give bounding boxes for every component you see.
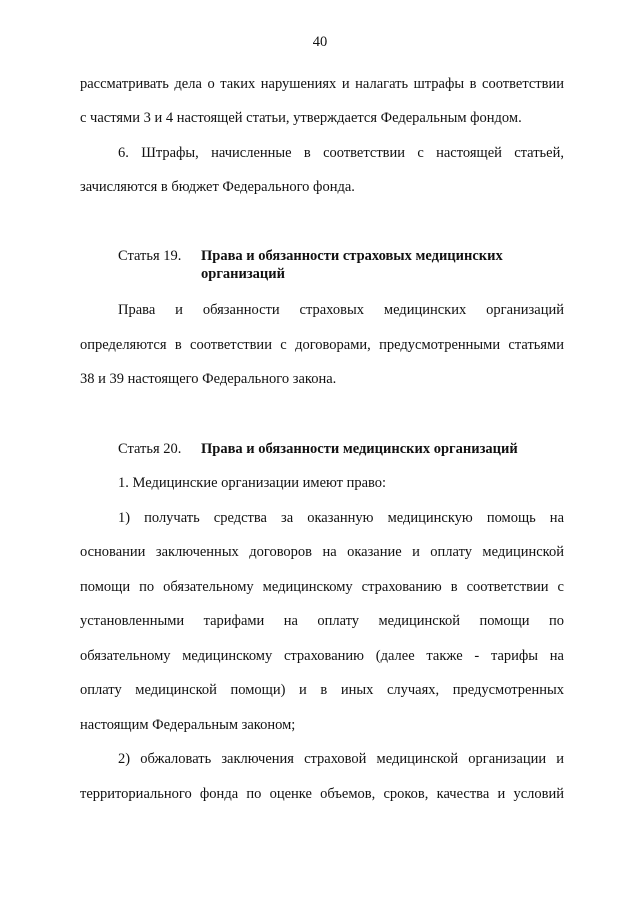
text-line: установленными тарифами на оплату медицинской помощи по <box>80 613 564 629</box>
text-line: настоящим Федеральным законом; <box>80 717 296 733</box>
article-number: Статья 19. <box>118 248 182 264</box>
text-line: 1) получать средства за оказанную медицинскую помощь на <box>118 510 564 526</box>
text-line: 2) обжаловать заключения страховой медицинской организации и <box>118 751 564 767</box>
text-line: с частями 3 и 4 настоящей статьи, утверждается Федеральным фондом. <box>80 110 522 126</box>
text-line: рассматривать дела о таких нарушениях и налагать штрафы в соответствии <box>80 76 564 92</box>
text-line: обязательному медицинскому страхованию (далее также - тарифы на <box>80 648 564 664</box>
text-line: основании заключенных договоров на оказание и оплату медицинской <box>80 544 564 560</box>
article-title: Права и обязанности страховых медицинских организаций <box>201 248 503 282</box>
text-line: Права и обязанности страховых медицинских организаций <box>118 302 564 318</box>
text-line: 1. Медицинские организации имеют право: <box>118 475 387 491</box>
text-line: определяются в соответствии с договорами, предусмотренными статьями <box>80 337 564 353</box>
text-line: 6. Штрафы, начисленные в соответствии с настоящей статьей, <box>118 145 564 161</box>
page-number: 40 <box>312 34 328 50</box>
article-number: Статья 20. <box>118 441 182 457</box>
article-title: Права и обязанности медицинских организаций <box>201 441 518 457</box>
text-line: 38 и 39 настоящего Федерального закона. <box>80 371 337 387</box>
text-line: помощи по обязательному медицинскому страхованию в соответствии с <box>80 579 564 595</box>
text-line: зачисляются в бюджет Федерального фонда. <box>80 179 355 195</box>
text-line: территориального фонда по оценке объемов, сроков, качества и условий <box>80 786 564 802</box>
text-line: оплату медицинской помощи) и в иных случаях, предусмотренных <box>80 682 564 698</box>
